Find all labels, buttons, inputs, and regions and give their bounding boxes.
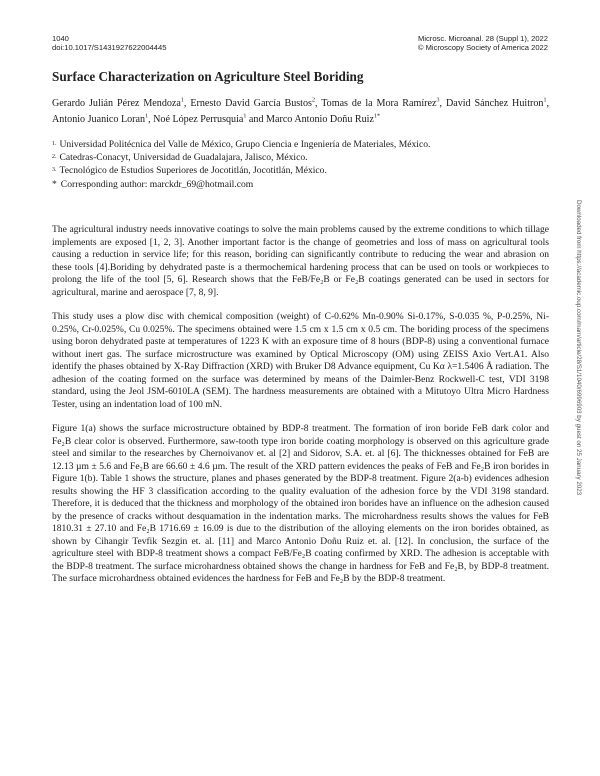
- author-list: Gerardo Julián Pérez Mendoza$^1$, Ernesto David García Bustos$^2$, Tomas de la Mora Ramírez$^3$, David Sánchez Huitron$^1$, Antonio Juanico Loran$^1$, Noé López Perrusquia$^1$ and Marco Antonio Doñu Ruiz$^{1*}$: [52, 97, 549, 125]
- header-left: [52, 34, 166, 52]
- paragraph-introduction: The agricultural industry needs innovative coatings to solve the main problems caused by the extreme conditions to which tillage implements are exposed [1, 2, 3]. Another important factor is the change of geometries and loss of mass on agricultural tools causing a reduction in service life; for this reason, boriding can significantly contribute to reducing the wear and abrasion on these tools [4].Boriding by dehydrated paste is a thermochemical hardening process that can be used on tools or workpieces to prolong the life of the tool [5, 6]. Research shows that the FeB/Fe₂B or Fe₂B coatings generated can be used in sectors for agricultural, marine and aerospace [7, 8, 9].: [52, 224, 549, 298]
- affiliation-text: Tecnológico de Estudios Superiores de Jocotitlán, Jocotitlán, México.: [59, 165, 327, 177]
- corresponding-email[interactable]: Corresponding author: marckdr_69@hotmail.com: [60, 178, 254, 190]
- affiliation-1: [52, 138, 549, 151]
- affiliation-text: Catedras-Conacyt, Universidad de Guadalajara, Jalisco, México.: [59, 152, 308, 164]
- corresponding-author: [52, 178, 549, 191]
- affiliation-text: Universidad Politécnica del Valle de México, Grupo Ciencia e Ingeniería de Materiales, México.: [59, 139, 431, 150]
- header-right: [418, 34, 548, 52]
- paragraph-methods: This study uses a plow disc with chemical composition (weight) of C-0.62% Mn-0.90% Si-0.17%, S-0.035 %, P-0.25%, Ni-0.25%, Cr-0.025%, Cu 0.025%. The specimens obtained were 1.5 cm x 1.5 cm x 0.5 cm. The boriding process of the specimens using boron dehydrated paste at temperatures of 1223 K with an exposure time of 8 hours (BDP-8) using a conventional furnace without inert gas. The surface microstructure was examined by Optical Microscopy (OM) using ZEISS Axio Vert.A1. Also identify the phases obtained by X-Ray Diffraction (XRD) with Bruker D8 Advance equipment, Cu Kα λ=1.5406 Å radiation. The adhesion of the coating formed on the surface was determined by means of the Daimler-Benz Rockwell-C test, VDI 3198 standard, using the Jeol JSM-6010LA (SEM). The hardness measurements are obtained with a Mitutoyo Ultra Micro Hardness Tester, using an indentation load of 100 mN.: [52, 311, 549, 410]
- download-sidebar: [572, 200, 586, 580]
- author-affiliation-marker: 1: [145, 113, 149, 120]
- author-name: David Sánchez Huitron: [445, 98, 544, 109]
- author-name: Antonio Juanico Loran: [52, 113, 146, 125]
- affiliation-marker: *: [52, 178, 57, 190]
- author-name: Tomas de la Mora Ramírez: [321, 98, 437, 109]
- author-affiliation-marker: 2: [311, 97, 315, 104]
- author-name: Ernesto David García Bustos: [190, 98, 312, 109]
- author-affiliation-marker: 3: [436, 97, 440, 104]
- author-affiliation-marker: 1: [243, 113, 247, 120]
- doi[interactable]: doi:10.1017/S1431927622004445: [52, 43, 167, 52]
- paper-title: Surface Characterization on Agriculture Steel Boriding: [52, 69, 364, 84]
- author-name: Noé López Perrusquia: [153, 113, 244, 125]
- author-name: Gerardo Julián Pérez Mendoza: [52, 98, 181, 109]
- author-affiliation-marker: 1: [543, 97, 547, 104]
- download-notice[interactable]: Downloaded from https://academic.oup.com/mam/article/28/S1/1040/6996903 by guest on 25 January 2023: [575, 200, 582, 496]
- affiliation-3: [52, 164, 549, 177]
- author-affiliation-marker: 1: [180, 97, 184, 104]
- affiliation-marker: 1.: [52, 141, 57, 147]
- body-text: [52, 224, 549, 598]
- affiliation-marker: 2.: [52, 154, 57, 161]
- affiliation-marker: 3.: [52, 167, 57, 174]
- journal-citation: Microsc. Microanal. 28 (Suppl 1), 2022: [418, 34, 548, 43]
- author-affiliation-marker: 1*: [373, 113, 380, 120]
- copyright: © Microscopy Society of America 2022: [417, 43, 548, 52]
- affiliation-2: [52, 151, 549, 164]
- paragraph-results: Figure 1(a) shows the surface microstructure obtained by BDP-8 treatment. The formation of iron boride FeB dark color and Fe₂B clear color is observed. Furthermore, saw-tooth type iron boride coating morphology is observed on this agriculture grade steel and similar to the researches by Chernoivanov et. al [2] and Sidorov, S.A. et. al [6]. The thicknesses obtained for FeB are 12.13 µm ± 5.6 and Fe₂B are 66.60 ± 4.6 µm. The result of the XRD pattern evidences the peaks of FeB and Fe₂B iron borides in Figure 1(b). Table 1 shows the structure, planes and phases generated by the BDP-8 treatment. Figure 2(a-b) evidences adhesion results showing the HF 3 classification according to the quality evaluation of the adhesion force by the VDI 3198 standard. Therefore, it is deduced that the thickness and morphology of the obtained iron borides have an influence on the adhesion caused by the presence of cracks without desquamation in the indentation marks. The microhardness results shows the values for FeB 1810.31 ± 27.10 and Fe₂B 1716.69 ± 16.09 is due to the distribution of the alloying elements on the iron borides obtained, as shown by Cihangir Tevfik Sezgin et. al. [11] and Marco Antonio Doñu Ruiz et. al. [12]. In conclusion, the surface of the agriculture steel with BDP-8 treatment shows a compact FeB/Fe₂B coating confirmed by XRD. The adhesion is acceptable with the BDP-8 treatment. The surface microhardness obtained shows the change in hardness for FeB and Fe₂B, by BDP-8 treatment. The surface microhardness obtained evidences the hardness for FeB and Fe₂B by the BDP-8 treatment.: [52, 423, 549, 584]
- author-name: Marco Antonio Doñu Ruiz: [266, 113, 374, 125]
- page-number: 1040: [52, 34, 69, 43]
- affiliations: [52, 138, 549, 191]
